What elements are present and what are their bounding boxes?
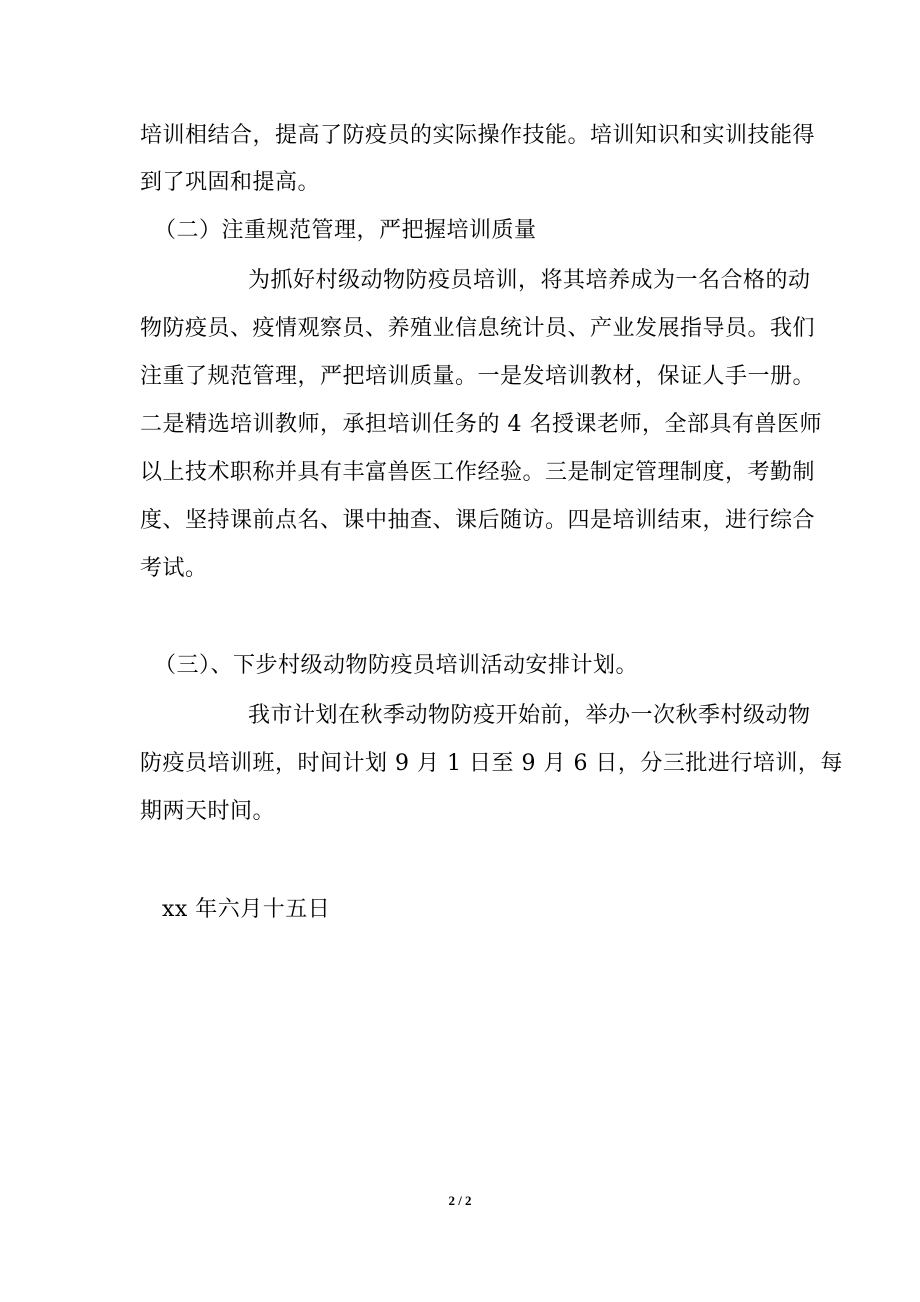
text-line: 考试。 xyxy=(140,556,208,581)
text-line: 物防疫员、疫情观察员、养殖业信息统计员、产业发展指导员。我们 xyxy=(140,316,816,341)
text-line: 度、坚持课前点名、课中抽查、课后随访。四是培训结束，进行综合 xyxy=(140,508,816,533)
text-line: 到了巩固和提高。 xyxy=(140,170,321,195)
text-line: 我市计划在秋季动物防疫开始前，举办一次秋季村级动物 xyxy=(248,703,811,728)
text-line: 二是精选培训教师，承担培训任务的 4 名授课老师，全部具有兽医师 xyxy=(140,412,822,437)
text-line: 防疫员培训班，时间计划 9 月 1 日至 9 月 6 日，分三批进行培训，每 xyxy=(140,751,843,776)
text-line: 以上技术职称并具有丰富兽医工作经验。三是制定管理制度，考勤制 xyxy=(140,460,816,485)
page-number: 2 / 2 xyxy=(448,1193,472,1208)
text-line: xx 年六月十五日 xyxy=(162,897,331,922)
text-line: （二）注重规范管理，严把握培训质量 xyxy=(154,218,537,243)
text-line: （三）、下步村级动物防疫员培训活动安排计划。 xyxy=(154,653,639,678)
text-line: 为抓好村级动物防疫员培训，将其培养成为一名合格的动 xyxy=(248,268,811,293)
text-line: 培训相结合，提高了防疫员的实际操作技能。培训知识和实训技能得 xyxy=(140,123,816,148)
text-line: 期两天时间。 xyxy=(140,799,276,824)
text-line: 注重了规范管理，严把培训质量。一是发培训教材，保证人手一册。 xyxy=(140,364,816,389)
